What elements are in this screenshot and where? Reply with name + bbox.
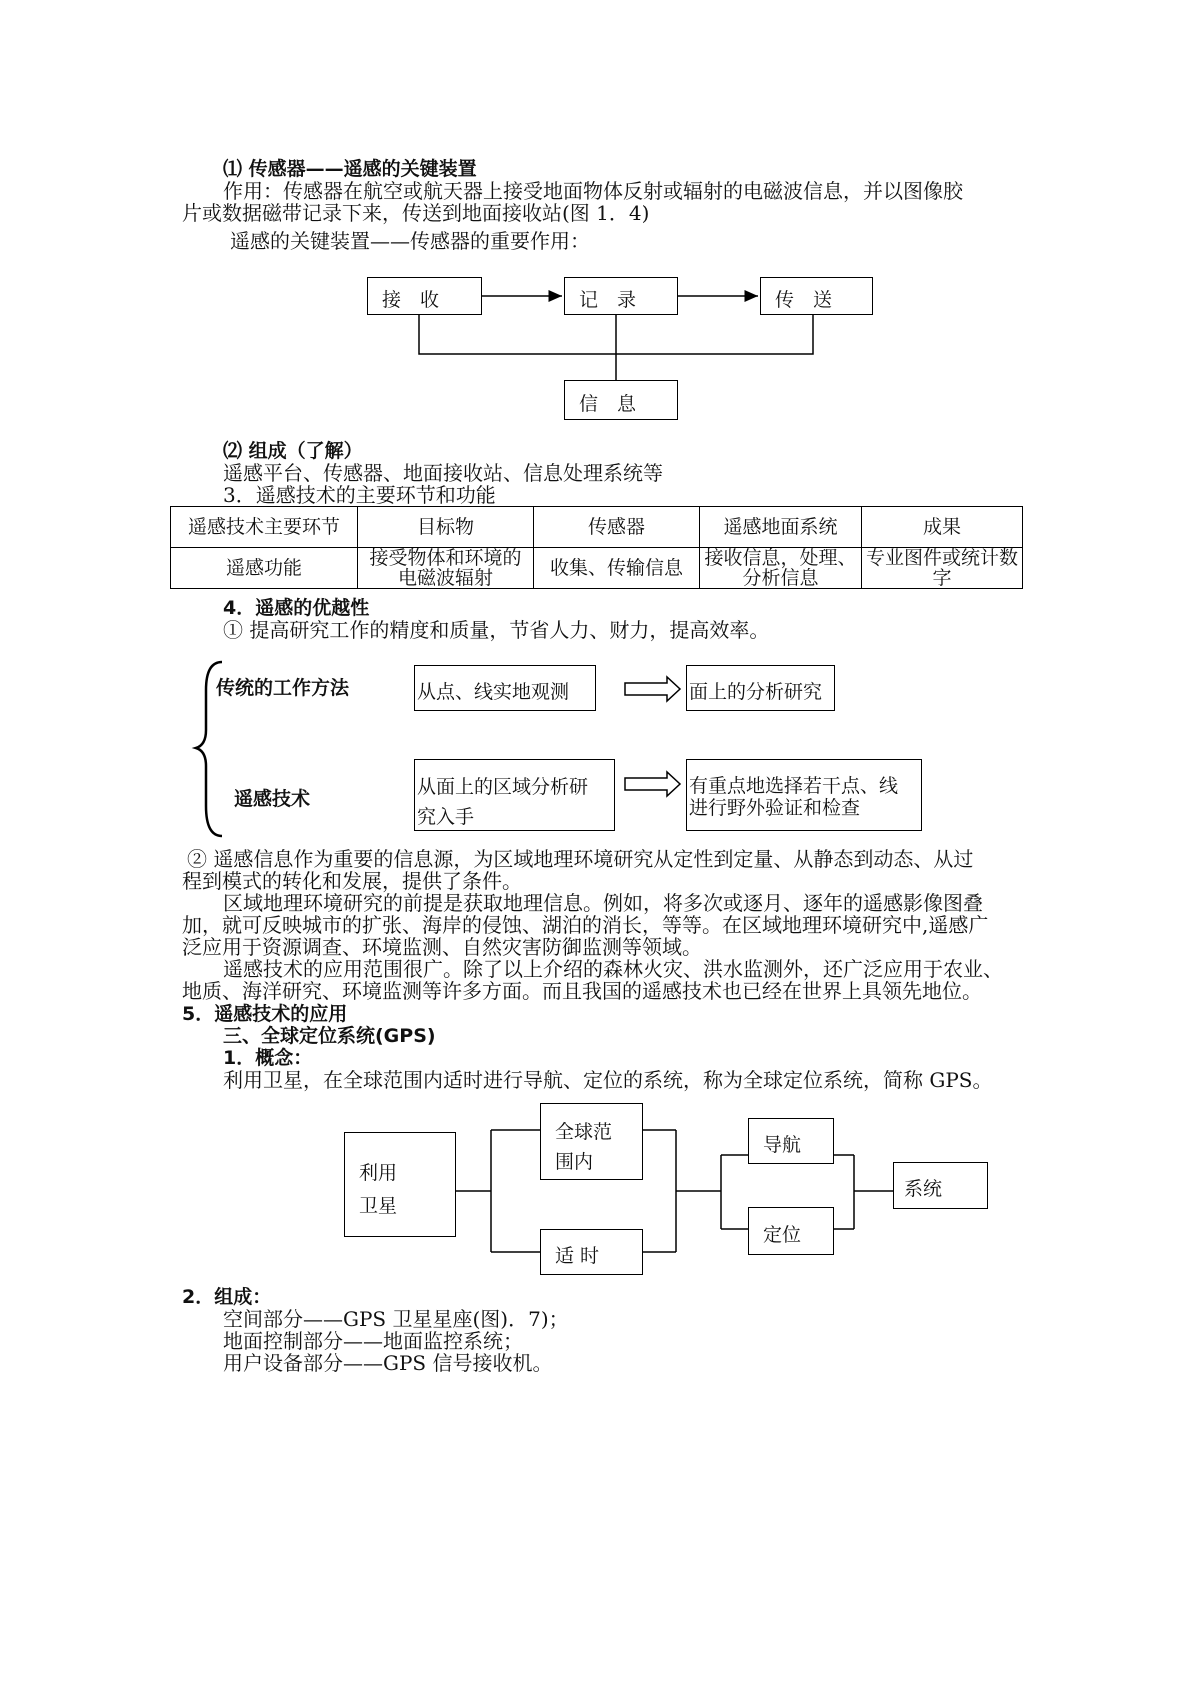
gps-composition-heading: 2．组成： xyxy=(182,1286,272,1308)
gps-global-line1: 全球范 xyxy=(555,1121,613,1143)
rs-from-line1: 从面上的区域分析研 xyxy=(417,776,589,798)
section4-heading: 4．遥感的优越性 xyxy=(223,597,370,619)
table-cell: 遥感地面系统 xyxy=(700,507,862,548)
gps-concept-heading: 1．概念： xyxy=(223,1047,313,1069)
gps-positioning-box xyxy=(748,1207,834,1255)
gps-part2: 地面控制部分——地面监控系统； xyxy=(223,1329,523,1353)
gps-use-satellite-box xyxy=(344,1132,456,1237)
table-cell: 目标物 xyxy=(358,507,534,548)
table-cell: 遥感功能 xyxy=(171,548,358,589)
table-cell: 收集、传输信息 xyxy=(534,548,700,589)
composition-body: 遥感平台、传感器、地面接收站、信息处理系统等 xyxy=(223,461,663,485)
gps-part3: 用户设备部分——GPS 信号接收机。 xyxy=(223,1351,553,1375)
table-cell: 接收信息，处理、分析信息 xyxy=(700,548,862,589)
info-label: 信 息 xyxy=(579,393,637,415)
traditional-to-text: 面上的分析研究 xyxy=(689,681,823,703)
section5-heading: 5．遥感技术的应用 xyxy=(182,1003,348,1025)
point2-line2: 程到模式的转化和发展，提供了条件。 xyxy=(182,869,522,893)
rs-to-line1: 有重点地选择若干点、线 xyxy=(689,775,899,797)
gps-use-line1: 利用 xyxy=(359,1162,398,1184)
gps-global-line2: 围内 xyxy=(555,1151,594,1173)
gps-system-label: 系统 xyxy=(904,1178,943,1200)
point2-line1: ② 遥感信息作为重要的信息源，为区域地理环境研究从定性到定量、从静态到动态、从过 xyxy=(187,847,974,871)
sensor-body-line2: 片或数据磁带记录下来，传送到地面接收站(图 1．4) xyxy=(182,201,650,225)
para1-line1: 区域地理环境研究的前提是获取地理信息。例如，将多次或逐月、逐年的遥感影像图叠 xyxy=(223,891,983,915)
transmit-label: 传 送 xyxy=(775,289,833,311)
table-cell: 专业图件或统计数字 xyxy=(862,548,1023,589)
table-cell: 传感器 xyxy=(534,507,700,548)
sensor-diagram-title: 遥感的关键装置——传感器的重要作用： xyxy=(230,229,590,253)
sensor-heading: ⑴ 传感器——遥感的关键装置 xyxy=(223,158,477,180)
para1-line3: 泛应用于资源调查、环境监测、自然灾害防御监测等领域。 xyxy=(182,935,702,959)
table-cell: 成果 xyxy=(862,507,1023,548)
receive-label: 接 收 xyxy=(382,289,440,311)
traditional-method-label: 传统的工作方法 xyxy=(216,677,350,699)
para2-line2: 地质、海洋研究、环境监测等许多方面。而且我国的遥感技术也已经在世界上具领先地位。 xyxy=(182,979,982,1003)
gps-part1: 空间部分——GPS 卫星星座(图)．7)； xyxy=(223,1307,569,1331)
gps-timely-label: 适 时 xyxy=(555,1245,600,1267)
section4-point1: ① 提高研究工作的精度和质量，节省人力、财力，提高效率。 xyxy=(223,618,770,642)
gps-positioning-label: 定位 xyxy=(763,1224,802,1246)
section3-heading: 3．遥感技术的主要环节和功能 xyxy=(223,483,496,507)
record-label: 记 录 xyxy=(579,289,637,311)
rs-to-line2: 进行野外验证和检查 xyxy=(689,797,861,819)
sensor-body-line1: 作用：传感器在航空或航天器上接受地面物体反射或辐射的电磁波信息，并以图像胶 xyxy=(223,179,963,203)
gps-global-box xyxy=(540,1103,643,1180)
gps-navigation-label: 导航 xyxy=(763,1134,802,1156)
rs-from-line2: 究入手 xyxy=(417,806,475,828)
table-cell: 接受物体和环境的电磁波辐射 xyxy=(358,548,534,589)
composition-heading: ⑵ 组成（了解） xyxy=(223,440,363,462)
gps-concept-body: 利用卫星，在全球范围内适时进行导航、定位的系统，称为全球定位系统，简称 GPS。 xyxy=(223,1068,993,1092)
traditional-from-text: 从点、线实地观测 xyxy=(417,681,570,703)
gps-use-line2: 卫星 xyxy=(359,1195,398,1217)
gps-system-box xyxy=(893,1162,988,1209)
table-cell: 遥感技术主要环节 xyxy=(171,507,358,548)
para2-line1: 遥感技术的应用范围很广。除了以上介绍的森林火灾、洪水监测外，还广泛应用于农业、 xyxy=(223,957,1003,981)
gps-timely-box xyxy=(540,1229,643,1275)
rs-technique-label: 遥感技术 xyxy=(234,788,311,810)
para1-line2: 加，就可反映城市的扩张、海岸的侵蚀、湖泊的消长，等等。在区域地理环境研究中,遥感广 xyxy=(182,913,989,937)
gps-heading: 三、全球定位系统(GPS) xyxy=(223,1025,436,1047)
gps-navigation-box xyxy=(748,1118,834,1164)
